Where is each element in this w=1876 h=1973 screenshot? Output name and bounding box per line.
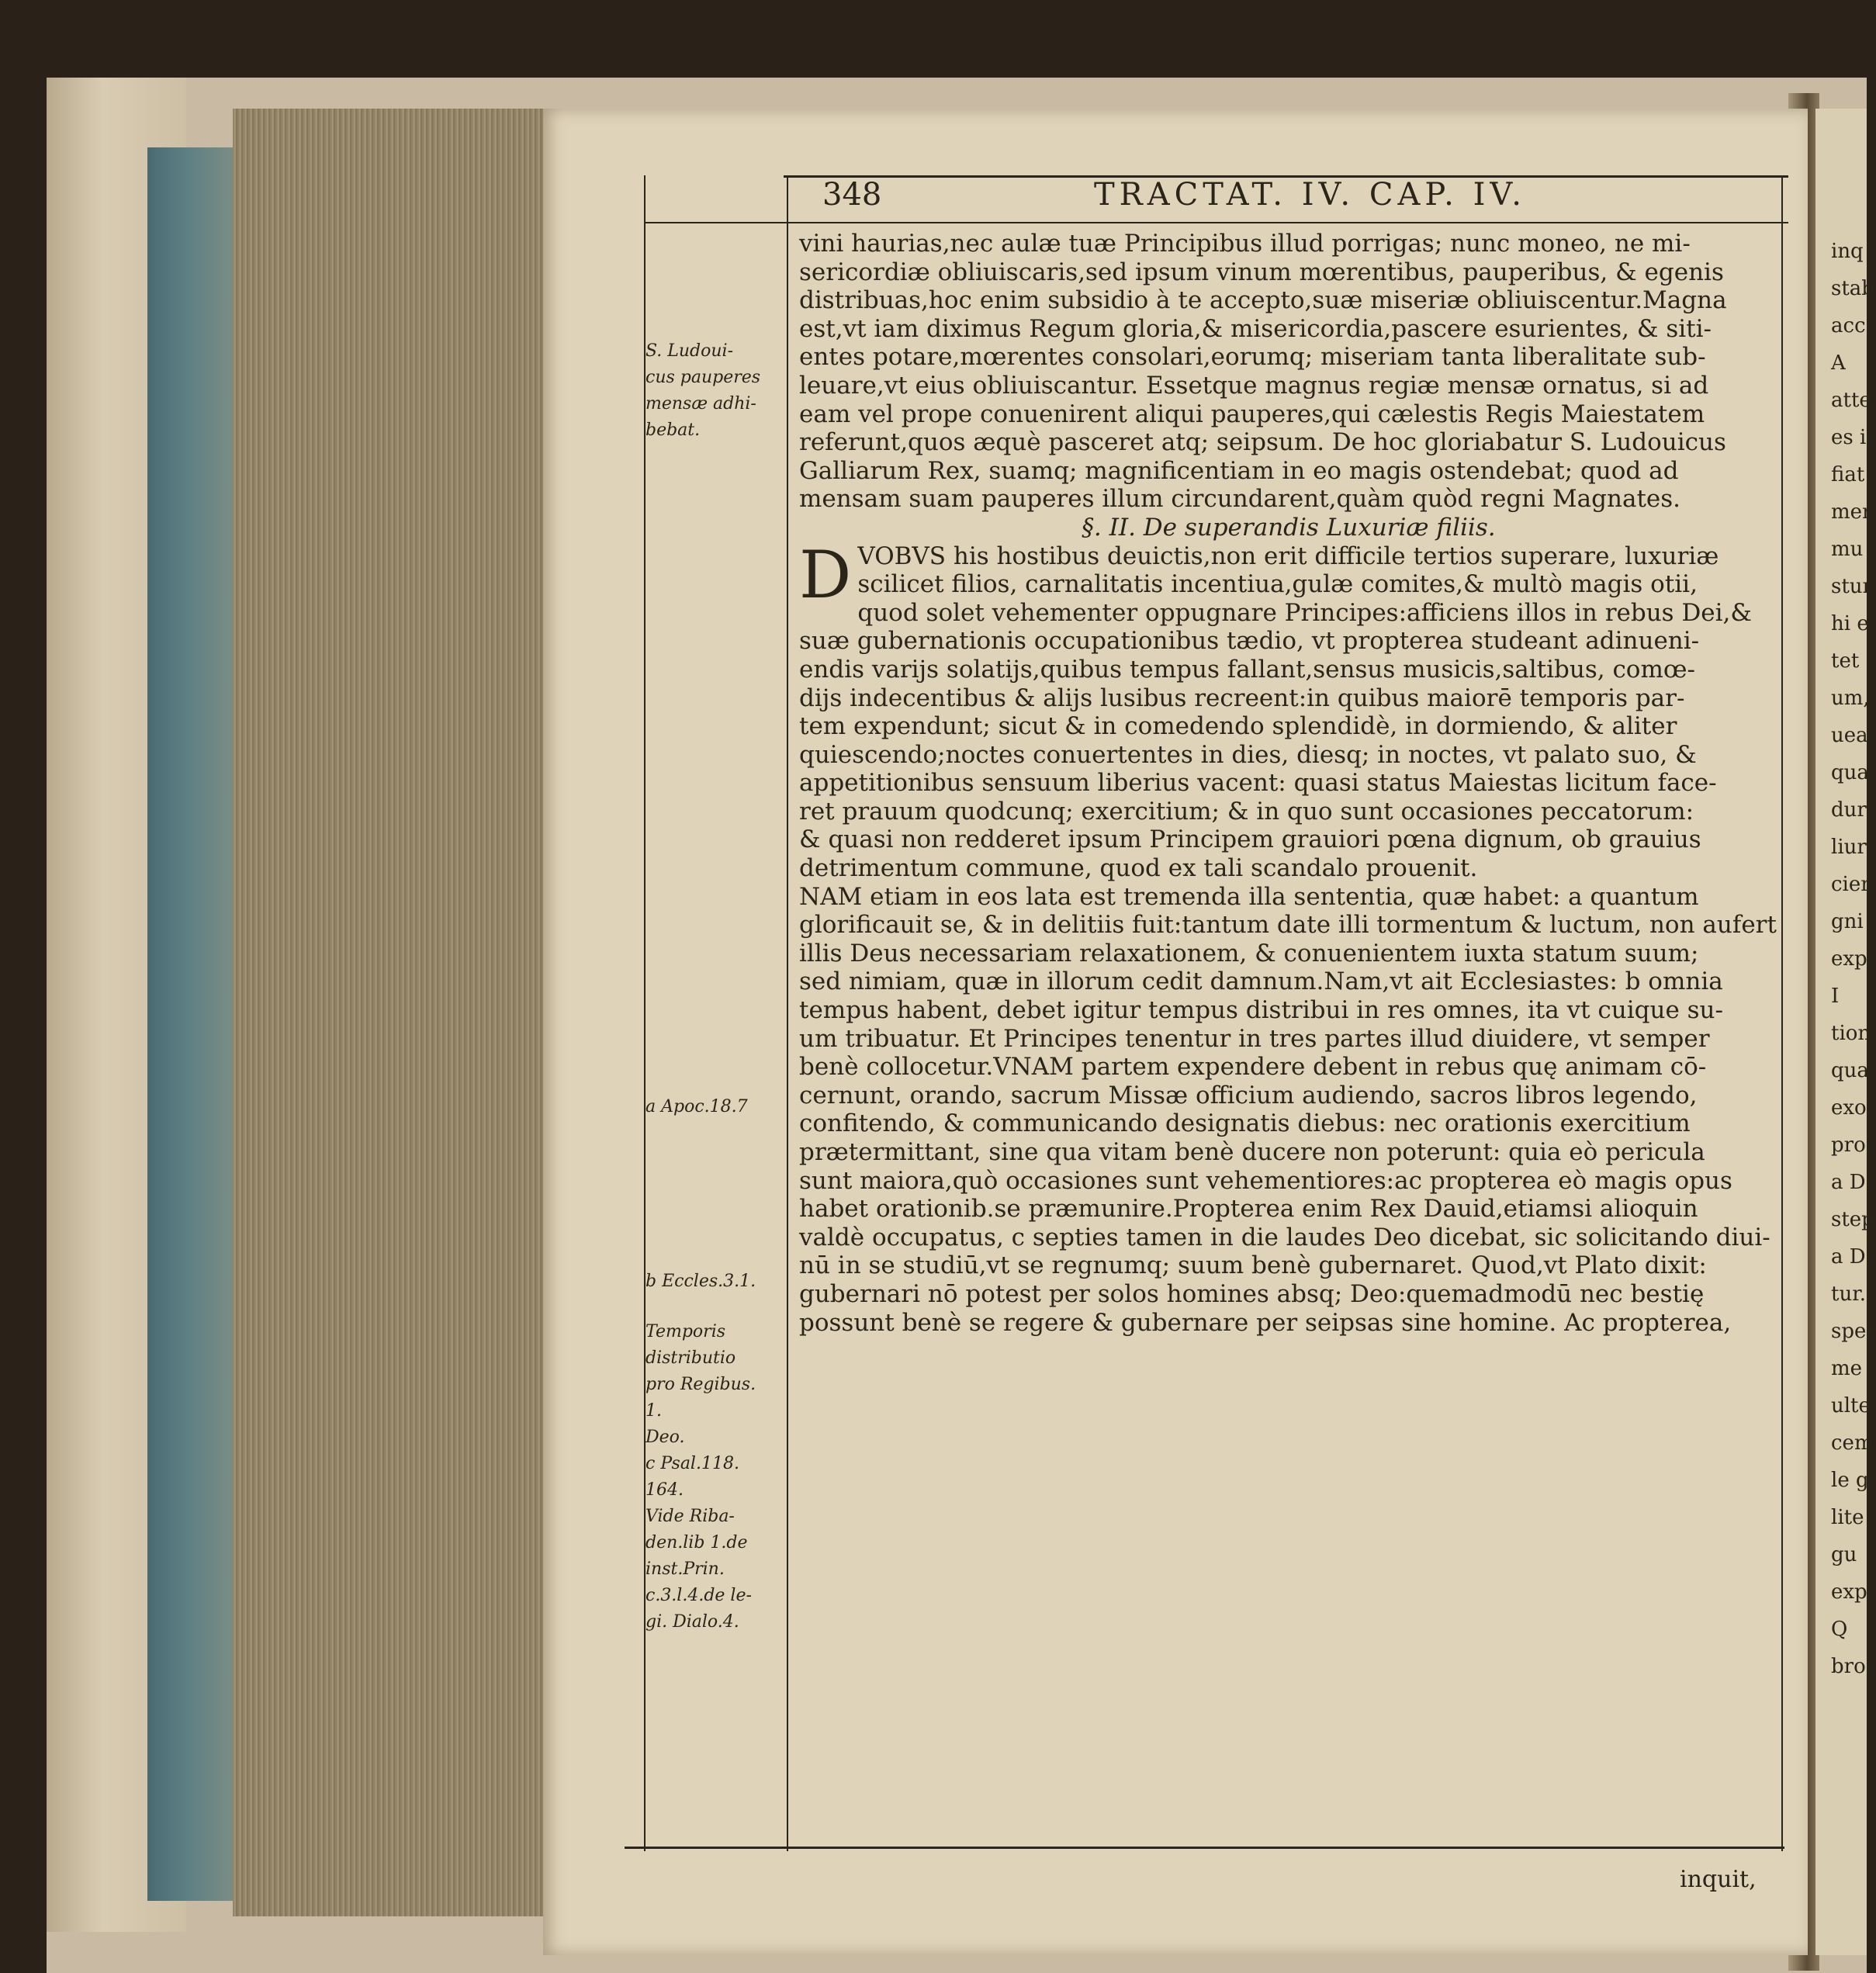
facing-page-fragment: cier (1831, 873, 1871, 896)
facing-page-fragment: me (1831, 1357, 1863, 1380)
facing-page-fragment: pro (1831, 1134, 1866, 1157)
text-line: sed nimiam, quæ in illorum cedit damnum.Nam,vt ait Ecclesiastes: b omnia (799, 967, 1723, 996)
facing-page-fragment: fiat (1831, 463, 1865, 486)
margin-note: Vide Riba- (646, 1507, 735, 1526)
margin-note: c Psal.118. (646, 1454, 739, 1473)
facing-page-fragment: hi e (1831, 612, 1869, 635)
facing-page-fragment: lite (1831, 1506, 1864, 1529)
facing-page-fragment: dur (1831, 798, 1867, 822)
facing-page-fragment: exo (1831, 1096, 1867, 1120)
text-line: vini haurias,nec aulæ tuæ Principibus illud porrigas; nunc moneo, ne mi- (799, 230, 1691, 258)
margin-note: inst.Prin. (646, 1559, 725, 1579)
text-line: gubernari nō potest per solos homines absq; Deo:quemadmodū nec bestię (799, 1279, 1705, 1308)
margin-note: 1. (646, 1401, 662, 1421)
margin-note: bebat. (646, 421, 701, 440)
facing-page-fragment: A (1831, 351, 1846, 375)
margin-note: Temporis (646, 1322, 726, 1341)
facing-page-fragment: uea (1831, 724, 1868, 747)
column-divider-rule (787, 175, 788, 1851)
facing-page-fragment: a D (1831, 1245, 1866, 1269)
facing-page-fragment: Q (1831, 1618, 1848, 1641)
facing-page-fragment: um, (1831, 687, 1870, 710)
text-line: nū in se studiū,vt se regnumq; suum benè gubernaret. Quod,vt Plato dixit: (799, 1251, 1707, 1280)
margin-note: b Eccles.3.1. (646, 1272, 756, 1291)
text-line: sunt maiora,quò occasiones sunt vehementiores:ac propterea eò magis opus (799, 1166, 1732, 1195)
margin-note: mensæ adhi- (646, 394, 756, 414)
text-line: VOBVS his hostibus deuictis,non erit difficile tertios superare, luxuriæ (857, 542, 1719, 570)
facing-page-fragment: qua (1831, 1059, 1869, 1082)
text-line: ret prauum quodcunq; exercitium; & in quo sunt occasiones peccatorum: (799, 797, 1694, 826)
text-line: valdè occupatus, c septies tamen in die laudes Deo dicebat, sic solicitando diui- (799, 1223, 1770, 1251)
margin-note: a Apoc.18.7 (646, 1097, 748, 1116)
running-head: TRACTAT. IV. CAP. IV. (1094, 177, 1526, 213)
text-line: quiescendo;noctes conuertentes in dies, diesq; in noctes, vt palato suo, & (799, 740, 1697, 769)
text-line: leuare,vt eius obliuiscantur. Essetque magnus regiæ mensæ ornatus, si ad (799, 371, 1709, 400)
text-line: est,vt iam diximus Regum gloria,& misericordia,pascere esurientes, & siti- (799, 314, 1712, 343)
text-line: dijs indecentibus & alijs lusibus recreent:in quibus maiorē temporis par- (799, 684, 1685, 712)
bottom-rule (625, 1847, 1784, 1849)
facing-page-fragment: acc (1831, 314, 1866, 337)
text-line: scilicet filios, carnalitatis incentiua,gulæ comites,& multò magis otii, (857, 570, 1698, 599)
text-line: cernunt, orando, sacrum Missæ officium audiendo, sacros libros legendo, (799, 1081, 1698, 1109)
facing-page-fragment: gni (1831, 910, 1864, 933)
facing-page-fragment: tion (1831, 1022, 1871, 1045)
facing-page-fragment: liur (1831, 836, 1867, 859)
facing-page-text (1831, 233, 1876, 1685)
text-line: sericordiæ obliuiscaris,sed ipsum vinum mœrentibus, pauperibus, & egenis (799, 258, 1724, 286)
facing-page-fragment: atte (1831, 389, 1871, 412)
text-line: habet orationib.se præmunire.Propterea enim Rex Dauid,etiamsi alioquin (799, 1195, 1698, 1224)
margin-note: distributio (646, 1348, 736, 1368)
facing-page-fragment: cem (1831, 1431, 1874, 1455)
text-line: NAM etiam in eos lata est tremenda illa sententia, quæ habet: a quantum (799, 882, 1699, 911)
facing-page-fragment: tet (1831, 649, 1860, 673)
text-line: entes potare,mœrentes consolari,eorumq; miseriam tanta liberalitate sub- (799, 343, 1706, 372)
facing-page-fragment: sper (1831, 1320, 1876, 1343)
book-page-stack (233, 109, 551, 1916)
text-line: appetitionibus sensuum liberius vacent: quasi status Maiestas licitum face- (799, 769, 1717, 798)
book-fore-edge-colored (147, 147, 241, 1901)
facing-page-fragment: inq (1831, 240, 1864, 263)
facing-page-fragment: tur. (1831, 1282, 1867, 1306)
text-line: distribuas,hoc enim subsidio à te accepto,suæ miseriæ obliuiscentur.Magna (799, 286, 1727, 315)
facing-page-fragment: step (1831, 1208, 1874, 1231)
facing-page-fragment: exp (1831, 1580, 1867, 1604)
margin-note: den.lib 1.de (646, 1533, 748, 1552)
text-line: suæ gubernationis occupationibus tædio, vt propterea studeant adinueni- (799, 627, 1700, 656)
facing-page-fragment: bro (1831, 1655, 1866, 1678)
facing-page-fragment: gu (1831, 1543, 1857, 1566)
text-line: glorificauit se, & in delitiis fuit:tantum date illi tormentum & luctum, non aufert (799, 911, 1777, 940)
text-line: detrimentum commune, quod ex tali scandalo prouenit. (799, 854, 1478, 883)
facing-page-fragment: ulte (1831, 1394, 1871, 1417)
text-line: tem expendunt; sicut & in comedendo splendidè, in dormiendo, & aliter (799, 712, 1677, 741)
facing-page-fragment: mu (1831, 538, 1864, 561)
text-line: tempus habent, debet igitur tempus distribui in res omnes, ita vt cuique su- (799, 996, 1723, 1025)
text-line: mensam suam pauperes illum circundarent,quàm quòd regni Magnates. (799, 485, 1681, 514)
right-frame-rule (1781, 175, 1783, 1851)
catchword: inquit, (1680, 1866, 1757, 1893)
text-line: endis varijs solatijs,quibus tempus fallant,sensus musicis,saltibus, comœ- (799, 655, 1695, 684)
margin-note: c.3.l.4.de le- (646, 1586, 752, 1605)
main-text (799, 230, 1778, 1337)
margin-note: gi. Dialo.4. (646, 1612, 739, 1632)
facing-page-fragment: le g (1831, 1469, 1869, 1492)
text-line: eam vel prope conuenirent aliqui pauperes,qui cælestis Regis Maiestatem (799, 400, 1705, 428)
text-line: um tribuatur. Et Principes tenentur in tres partes illud diuidere, vt semper (799, 1024, 1710, 1053)
facing-page-fragment: a D (1831, 1171, 1866, 1194)
text-line: benè collocetur.VNAM partem expendere debent in rebus quę animam cō- (799, 1053, 1707, 1082)
margin-note: S. Ludoui- (646, 341, 734, 361)
text-line: illis Deus necessariam relaxationem, & conuenientem iuxta statum suum; (799, 939, 1699, 967)
text-line: prætermittant, sine qua vitam benè ducere non poterunt: quia eò pericula (799, 1138, 1705, 1166)
margin-note: pro Regibus. (646, 1375, 756, 1394)
facing-page-fragment: exp (1831, 947, 1867, 971)
facing-page-fragment: qua (1831, 761, 1869, 784)
section-title: §. II. De superandis Luxuriæ filiis. (1082, 513, 1496, 542)
facing-page-fragment: I (1831, 985, 1840, 1008)
text-line: quod solet vehementer oppugnare Principes:afficiens illos in rebus Dei,& (857, 598, 1753, 627)
header-underline (644, 222, 1788, 223)
facing-page-fragment: stab (1831, 277, 1874, 300)
text-line: confitendo, & communicando designatis diebus: nec orationis exercitium (799, 1109, 1691, 1138)
drop-cap: D (799, 536, 852, 613)
margin-note: cus pauperes (646, 368, 761, 387)
facing-page-fragment: es i (1831, 426, 1867, 449)
margin-note: Deo. (646, 1428, 685, 1447)
text-line: possunt benè se regere & gubernare per seipsas sine homine. Ac propterea, (799, 1308, 1732, 1337)
facing-page-fragment: stur (1831, 575, 1872, 598)
text-line: & quasi non redderet ipsum Principem grauiori pœna dignum, ob grauius (799, 826, 1701, 854)
text-line: referunt,quos æquè pasceret atq; seipsum. De hoc gloriabatur S. Ludouicus (799, 428, 1726, 457)
margin-note: 164. (646, 1480, 684, 1500)
facing-page-fragment: mer (1831, 500, 1872, 524)
page-number: 348 (822, 177, 882, 213)
text-line: Galliarum Rex, suamq; magnificentiam in eo magis ostendebat; quod ad (799, 456, 1679, 485)
